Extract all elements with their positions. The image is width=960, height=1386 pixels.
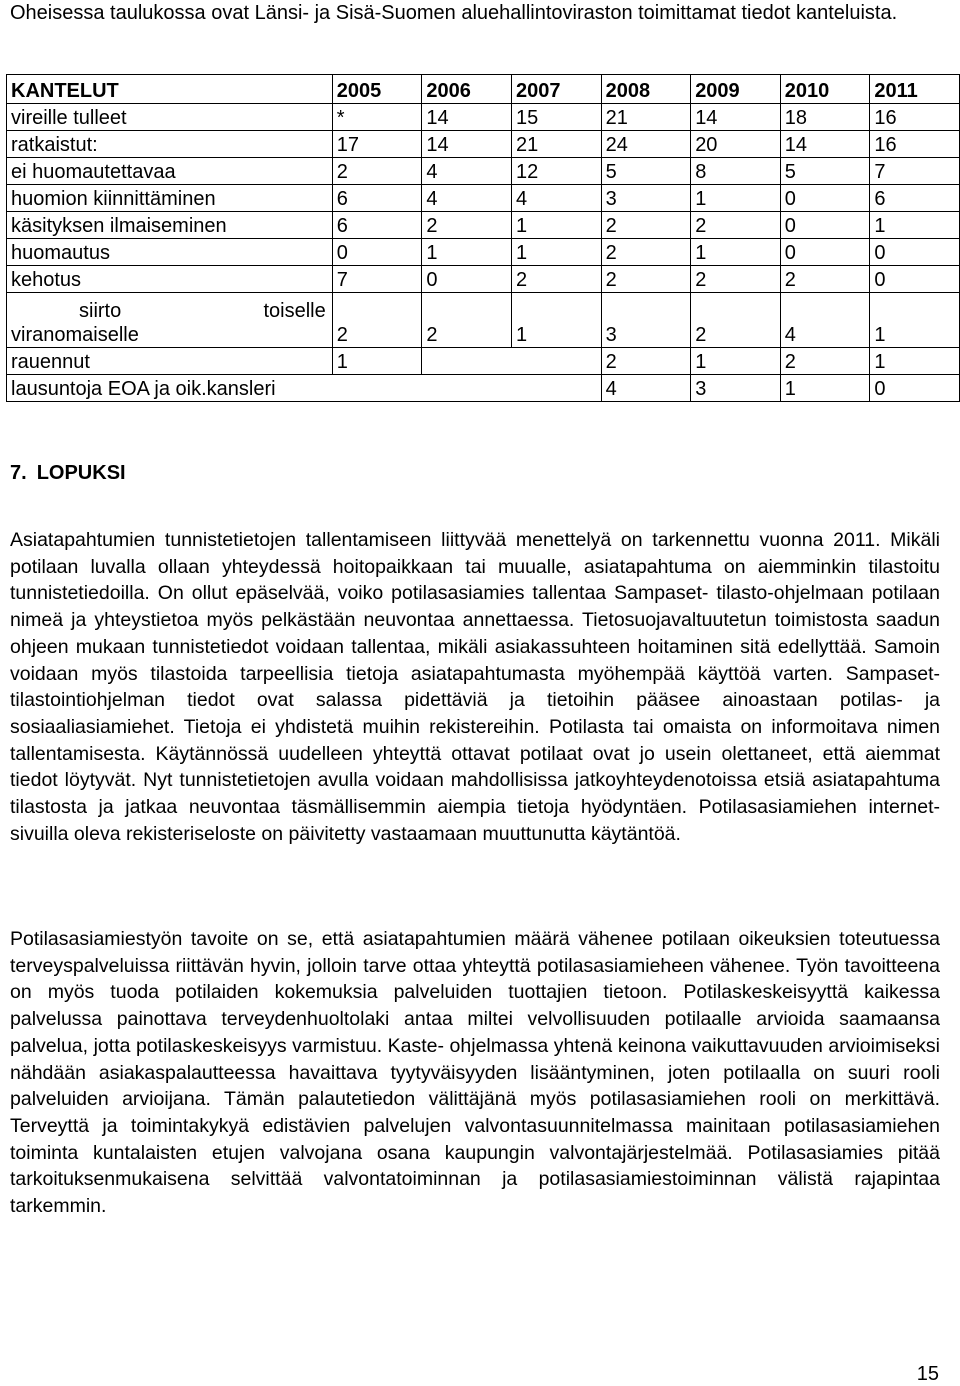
row-label: ei huomautettavaa xyxy=(7,158,333,185)
cell-value: 20 xyxy=(691,131,781,158)
cell-value: 8 xyxy=(691,158,781,185)
header-year: 2011 xyxy=(870,75,960,104)
table-row xyxy=(7,212,960,239)
table-row xyxy=(7,293,960,348)
cell-value: 2 xyxy=(691,212,781,239)
cell-value: 2 xyxy=(511,266,601,293)
row-label: ratkaistut: xyxy=(7,131,333,158)
cell-value: 4 xyxy=(422,185,512,212)
cell-value: 4 xyxy=(422,158,512,185)
row-label: käsityksen ilmaiseminen xyxy=(7,212,333,239)
row-label: rauennut xyxy=(7,348,333,375)
page-number: 15 xyxy=(916,1363,939,1385)
table-row xyxy=(7,104,960,131)
cell-value: 0 xyxy=(870,239,960,266)
cell-value: 1 xyxy=(870,212,960,239)
cell-value: 1 xyxy=(511,293,601,348)
header-year: 2007 xyxy=(511,75,601,104)
cell-value: 7 xyxy=(870,158,960,185)
row-label: lausuntoja EOA ja oik.kansleri xyxy=(7,375,602,402)
cell-value: 24 xyxy=(601,131,691,158)
complaints-table xyxy=(6,74,960,402)
table-row xyxy=(7,185,960,212)
section-heading xyxy=(10,460,126,486)
cell-value: 4 xyxy=(601,375,691,402)
table-row xyxy=(7,131,960,158)
header-year: 2009 xyxy=(691,75,781,104)
cell-value: 2 xyxy=(422,293,512,348)
header-year: 2010 xyxy=(780,75,870,104)
row-label-line: viranomaiselle xyxy=(11,324,139,346)
table-row xyxy=(7,239,960,266)
cell-value: 1 xyxy=(691,348,781,375)
table-header-row xyxy=(7,75,960,104)
cell-value: 0 xyxy=(780,212,870,239)
cell-value: 21 xyxy=(511,131,601,158)
section-title: LOPUKSI xyxy=(36,462,126,484)
cell-value: 2 xyxy=(601,212,691,239)
cell-value: 1 xyxy=(332,348,422,375)
cell-value: 0 xyxy=(780,239,870,266)
row-label: huomautus xyxy=(7,239,333,266)
cell-value: 0 xyxy=(422,266,512,293)
cell-value: 1 xyxy=(870,348,960,375)
body-paragraph: Asiatapahtumien tunnistetietojen tallentamiseen liittyvää menettelyä on tarkennettu vuonna 2011. Mikäli potilaan luvalla ollaan yhteydessä hoitopaikkaan tai muualle, asiatapahtuma on aiemminkin tilastoitu tunnistetiedoilla. On ollut epäselvää, voiko potilasasiamies tallentaa Sampaset- tilasto-ohjelmaan potilaan nimeä ja yhteystietoa myös pelkästään neuvontaa annettaessa. Tietosuojavaltuutetun toimistosta saadun ohjeen mukaan tunnistetiedot voidaan tallentaa, mikäli asiakassuhteen hoitaminen sitä edellyttää. Samoin voidaan myös tilastoida tarpeellisia tietoja asiatapahtumasta myöhempää käyttöä varten. Sampaset- tilastointiohjelman tiedot ovat salassa pidettäviä ja tietoihin pääsee ainoastaan potilas- ja sosiaaliasiamiehet. Tietoja ei yhdistetä muihin rekistereihin. Potilasta tai omaista on informoitava nimen tallentamisesta. Käytännössä uudelleen yhteyttä ottavat potilaat ovat jo usein olettaneet, että aiemmat tiedot löytyvät. Nyt tunnistetietojen avulla voidaan mahdollisissa jatkoyhteydenotoissa etsiä asiatapahtuma tilastosta ja jatkaa neuvontaa täsmällisemmin aiempia tietoja hyödyntäen. Potilasasiamiehen internet-sivuilla oleva rekisteriseloste on päivitetty vastaamaan muuttunutta käytäntöä. xyxy=(10,529,940,845)
cell-value: 18 xyxy=(780,104,870,131)
cell-value: 14 xyxy=(422,104,512,131)
cell-value: * xyxy=(332,104,422,131)
cell-value: 2 xyxy=(780,348,870,375)
table-row xyxy=(7,375,960,402)
cell-value: 16 xyxy=(870,104,960,131)
cell-value: 14 xyxy=(422,131,512,158)
row-label: vireille tulleet xyxy=(7,104,333,131)
cell-value: 4 xyxy=(511,185,601,212)
cell-value: 2 xyxy=(601,239,691,266)
cell-value: 6 xyxy=(332,185,422,212)
cell-value: 0 xyxy=(780,185,870,212)
cell-value: 2 xyxy=(780,266,870,293)
cell-value: 16 xyxy=(870,131,960,158)
row-label-word: toiselle xyxy=(263,300,326,322)
table-row xyxy=(7,348,960,375)
table-row xyxy=(7,266,960,293)
cell-value: 0 xyxy=(870,375,960,402)
table-row xyxy=(7,158,960,185)
header-year: 2006 xyxy=(422,75,512,104)
row-label: huomion kiinnittäminen xyxy=(7,185,333,212)
header-label: KANTELUT xyxy=(7,75,333,104)
cell-value xyxy=(422,348,601,375)
cell-value: 2 xyxy=(691,293,781,348)
cell-value: 4 xyxy=(780,293,870,348)
cell-value: 5 xyxy=(601,158,691,185)
cell-value: 5 xyxy=(780,158,870,185)
intro-text: Oheisessa taulukossa ovat Länsi- ja Sisä-Suomen aluehallintoviraston toimittamat tiedot kanteluista. xyxy=(10,2,898,24)
cell-value: 2 xyxy=(332,158,422,185)
row-label: kehotus xyxy=(7,266,333,293)
row-label xyxy=(7,293,333,348)
cell-value: 3 xyxy=(691,375,781,402)
cell-value: 7 xyxy=(332,266,422,293)
cell-value: 21 xyxy=(601,104,691,131)
cell-value: 12 xyxy=(511,158,601,185)
cell-value: 2 xyxy=(601,266,691,293)
cell-value: 1 xyxy=(511,239,601,266)
cell-value: 1 xyxy=(422,239,512,266)
row-label-word: siirto xyxy=(79,300,122,322)
section-number: 7. xyxy=(10,462,27,484)
cell-value: 1 xyxy=(691,185,781,212)
cell-value: 1 xyxy=(870,293,960,348)
header-year: 2005 xyxy=(332,75,422,104)
cell-value: 2 xyxy=(332,293,422,348)
body-paragraph: Potilasasiamiestyön tavoite on se, että asiatapahtumien määrä vähenee potilaan oikeuksien toteutuessa terveyspalveluissa riittävän hyvin, jolloin tarve ottaa yhteyttä potilasasiamieheen vähenee. Työn tavoitteena on myös tuoda potilaiden kokemuksia palveluiden tuottajien tietoon. Potilaskeskeisyyttä kaikessa palvelussa painottava terveydenhuoltolaki antaa miltei velvollisuuden potilaalle arvioida saamaansa palvelua, jotta potilaskeskeisyys varmistuu. Kaste- ohjelmassa yhtenä keinona vaikuttavuuden arvioimiseksi nähdään asiakaspalautteessa havaittava tyytyväisyyden lisääntyminen, joten potilaalla on suuri rooli palveluiden arvioijana. Tämän palautetiedon välittäjänä myös potilasasiamiehen rooli on merkittävä. Terveyttä ja toimintakykyä edistävien palvelujen valvontasuunnitelmassa mainitaan potilasasiamiehen toiminta kuntalaisten etujen valvojana osana kaupungin valvontajärjestelmää. Potilasasiamies pitää tarkoituksenmukaisena selvittää valvontatoiminnan ja potilasasiamiestoiminnan välistä rajapintaa tarkemmin. xyxy=(10,928,940,1218)
cell-value: 6 xyxy=(332,212,422,239)
cell-value: 1 xyxy=(511,212,601,239)
cell-value: 2 xyxy=(601,348,691,375)
cell-value: 0 xyxy=(870,266,960,293)
cell-value: 6 xyxy=(870,185,960,212)
cell-value: 0 xyxy=(332,239,422,266)
cell-value: 3 xyxy=(601,185,691,212)
cell-value: 2 xyxy=(691,266,781,293)
cell-value: 17 xyxy=(332,131,422,158)
cell-value: 15 xyxy=(511,104,601,131)
header-year: 2008 xyxy=(601,75,691,104)
cell-value: 14 xyxy=(691,104,781,131)
cell-value: 3 xyxy=(601,293,691,348)
cell-value: 14 xyxy=(780,131,870,158)
cell-value: 2 xyxy=(422,212,512,239)
cell-value: 1 xyxy=(691,239,781,266)
cell-value: 1 xyxy=(780,375,870,402)
